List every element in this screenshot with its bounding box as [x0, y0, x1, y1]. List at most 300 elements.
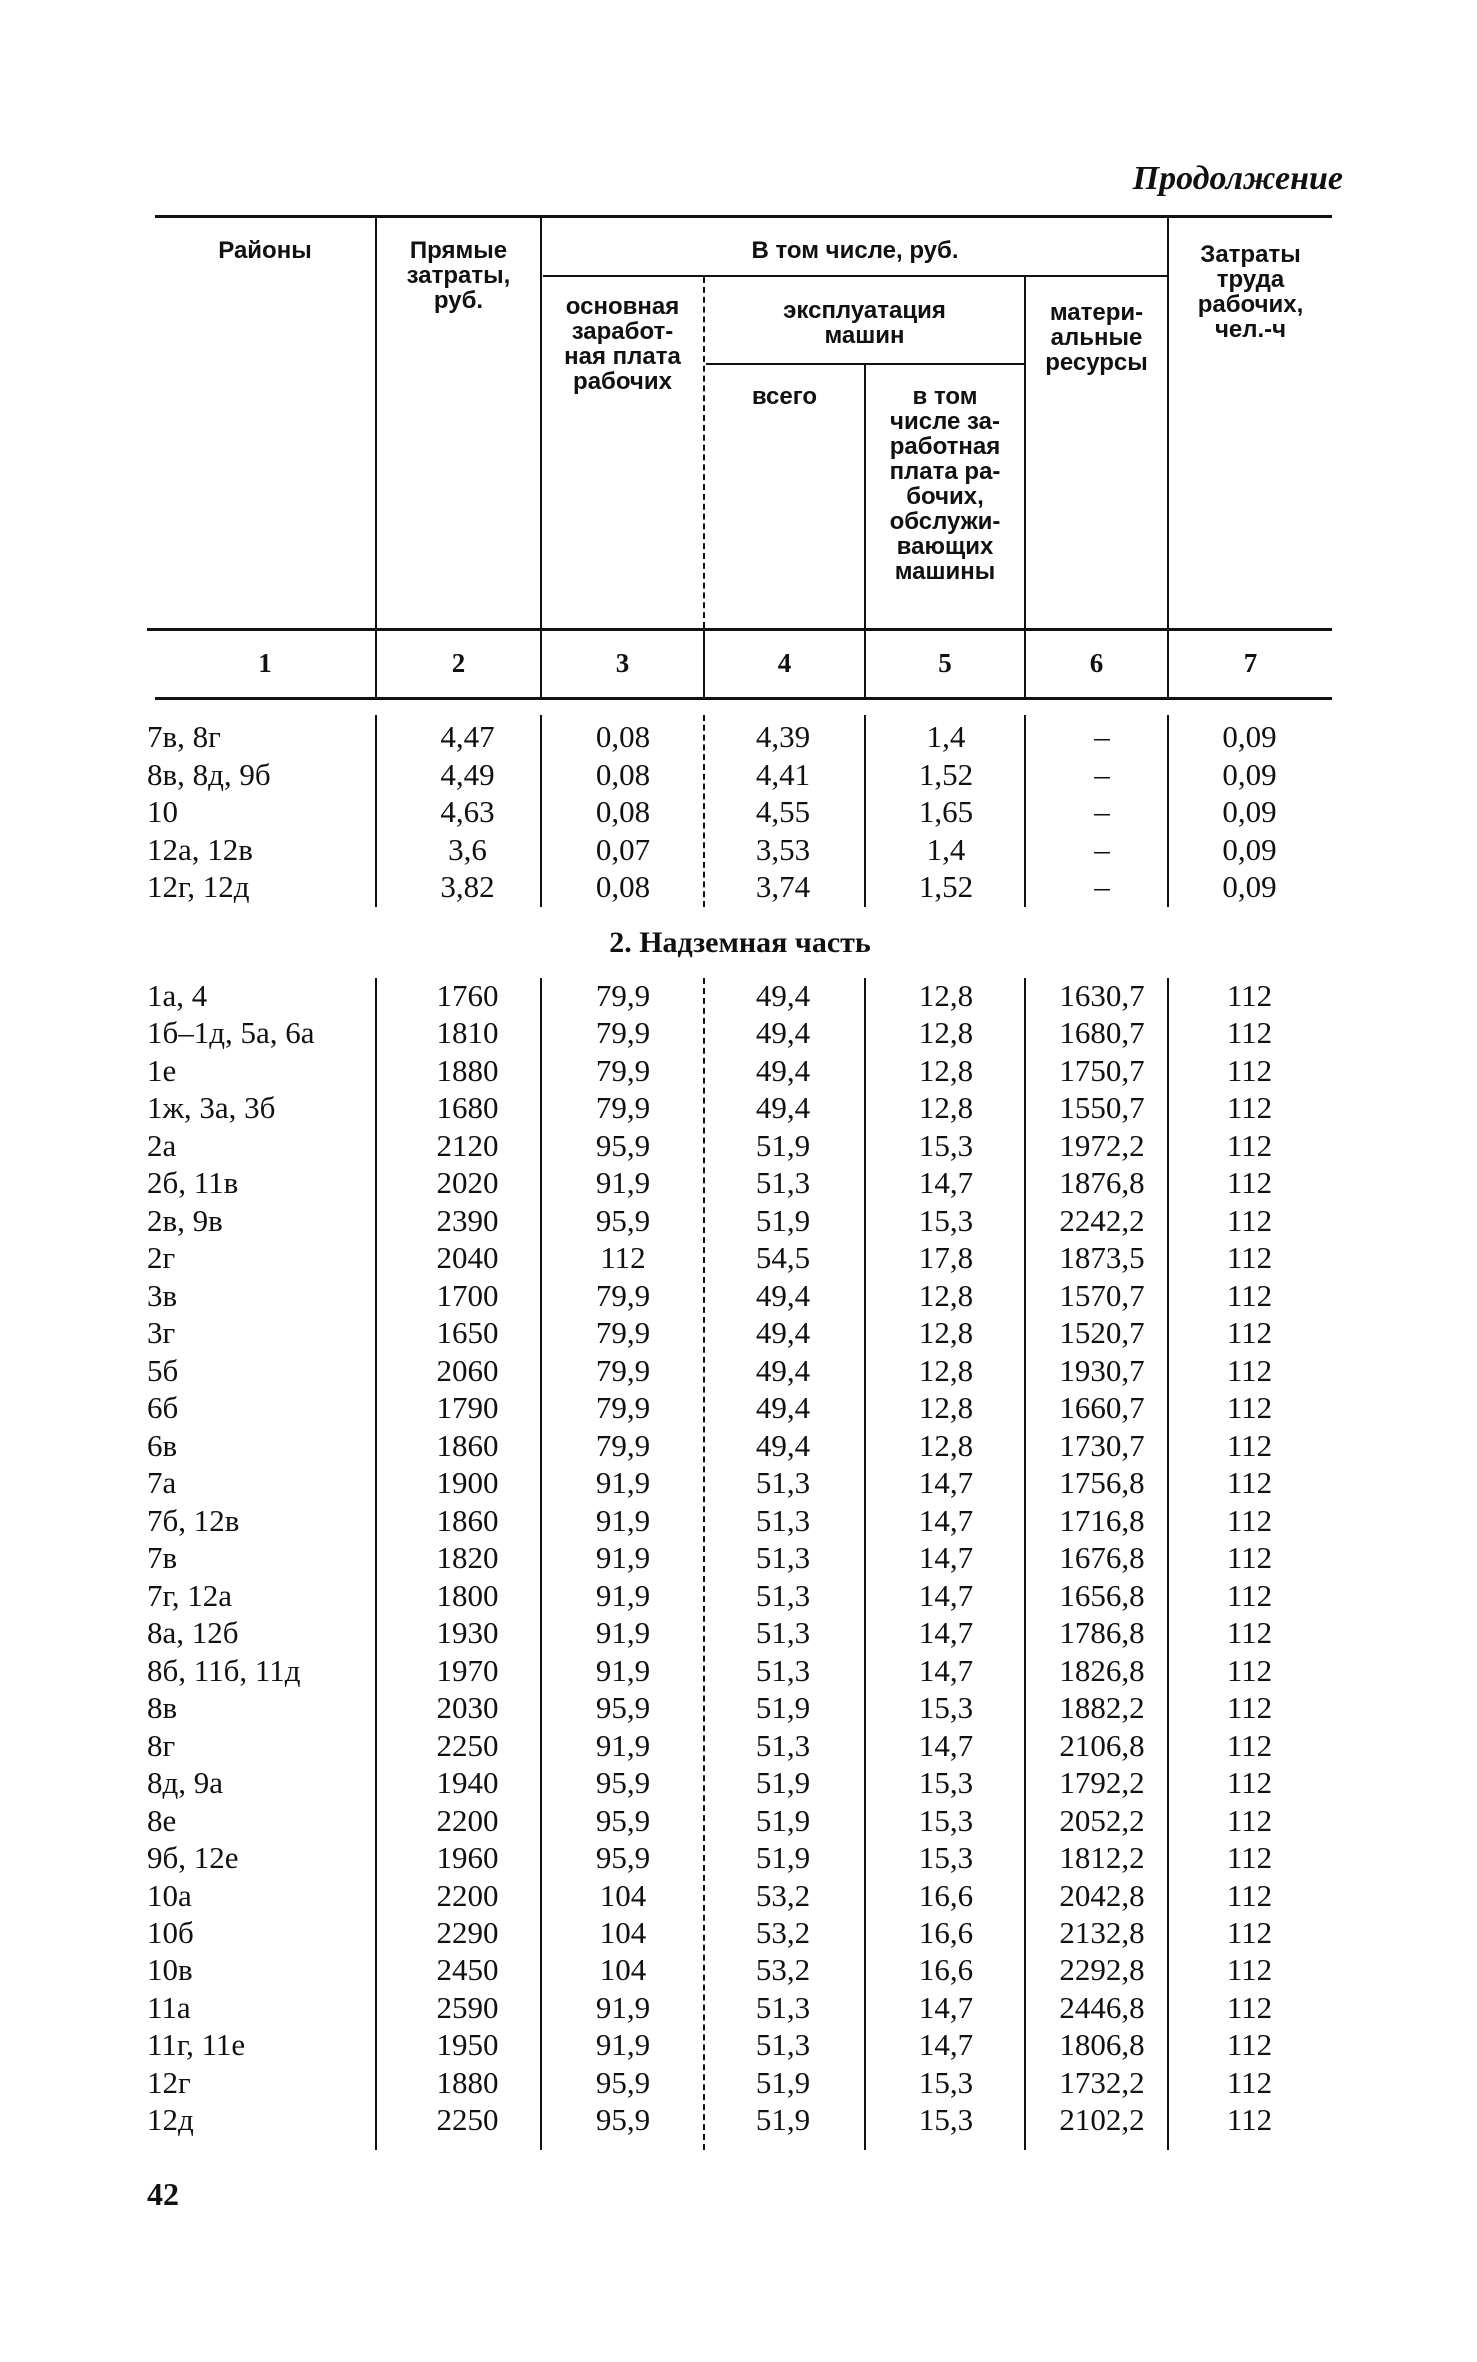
- page-number: 42: [147, 2176, 179, 2212]
- value-cell: 15,3: [918, 2102, 974, 2138]
- table-row: [0, 1764, 1477, 1802]
- value-cell: 112: [600, 1240, 646, 1276]
- value-cell: 1876,8: [1059, 1165, 1145, 1201]
- value-cell: 1810: [436, 1015, 499, 1051]
- value-cell: 112: [1226, 1989, 1273, 2025]
- district-cell: 8е: [147, 1802, 177, 1838]
- table-row: [0, 1839, 1477, 1877]
- value-cell: 14,7: [918, 1577, 974, 1613]
- value-cell: 1,52: [918, 756, 974, 792]
- value-cell: 51,9: [755, 2102, 811, 2138]
- district-cell: 1ж, 3а, 3б: [147, 1090, 276, 1126]
- value-cell: 0,09: [1222, 719, 1277, 754]
- value-cell: 51,9: [755, 1765, 811, 1801]
- value-cell: 49,4: [755, 1052, 811, 1088]
- value-cell: 1790: [436, 1390, 499, 1426]
- district-cell: 8б, 11б, 11д: [147, 1652, 301, 1688]
- value-cell: 1880: [436, 2064, 499, 2100]
- value-cell: 1900: [436, 1465, 499, 1501]
- table-top-rule: [155, 215, 1332, 218]
- header-machine-operation: эксплуатация машин: [783, 297, 946, 349]
- value-cell: 91,9: [595, 1540, 651, 1576]
- value-cell: 112: [1226, 1240, 1273, 1276]
- district-cell: 8в, 8д, 9б: [147, 756, 271, 792]
- value-cell: 51,3: [755, 1502, 811, 1538]
- value-cell: 112: [1226, 1615, 1273, 1651]
- value-cell: 3,53: [755, 831, 811, 867]
- value-cell: 2052,2: [1059, 1802, 1145, 1838]
- value-cell: 1950: [436, 2027, 499, 2063]
- value-cell: 112: [1226, 1052, 1273, 1088]
- value-cell: 1826,8: [1059, 1652, 1145, 1688]
- header-direct-costs: Прямые затраты, руб.: [406, 237, 511, 314]
- value-cell: 112: [1226, 1465, 1273, 1501]
- value-cell: 12,8: [918, 1427, 974, 1463]
- value-cell: 1732,2: [1059, 2064, 1145, 2100]
- value-cell: 95,9: [595, 1690, 651, 1726]
- value-cell: 91,9: [595, 1615, 651, 1651]
- value-cell: 1,4: [926, 831, 966, 867]
- value-cell: 2120: [436, 1127, 499, 1163]
- value-cell: 91,9: [595, 2027, 651, 2063]
- value-cell: 17,8: [918, 1240, 974, 1276]
- table-row: [0, 1652, 1477, 1690]
- value-cell: 91,9: [595, 1652, 651, 1688]
- value-cell: 95,9: [595, 1765, 651, 1801]
- value-cell: 12,8: [918, 978, 974, 1013]
- district-cell: 10в: [147, 1952, 193, 1988]
- value-cell: 49,4: [755, 1427, 811, 1463]
- value-cell: 1680: [436, 1090, 499, 1126]
- header-machine-total: всего: [751, 383, 818, 410]
- table-row: [0, 1577, 1477, 1615]
- value-cell: 2200: [436, 1802, 499, 1838]
- value-cell: 95,9: [595, 2102, 651, 2138]
- value-cell: 51,3: [755, 1540, 811, 1576]
- value-cell: 91,9: [595, 1465, 651, 1501]
- table-row: [0, 1727, 1477, 1765]
- value-cell: 53,2: [755, 1915, 811, 1950]
- table-row: [0, 1314, 1477, 1352]
- value-cell: –: [1094, 794, 1110, 830]
- continuation-label: Продолжение: [1132, 160, 1343, 197]
- value-cell: 51,3: [755, 1989, 811, 2025]
- value-cell: 51,3: [755, 1652, 811, 1688]
- value-cell: 15,3: [918, 1765, 974, 1801]
- value-cell: 1812,2: [1059, 1840, 1145, 1876]
- value-cell: 2030: [436, 1690, 499, 1726]
- value-cell: 51,3: [755, 1615, 811, 1651]
- value-cell: 1630,7: [1059, 978, 1145, 1013]
- value-cell: 2020: [436, 1165, 499, 1201]
- value-cell: 2590: [436, 1989, 499, 2025]
- value-cell: 0,09: [1222, 869, 1277, 905]
- table-row: [0, 1202, 1477, 1240]
- value-cell: 4,41: [755, 756, 811, 792]
- table-row: [0, 2101, 1477, 2139]
- value-cell: 104: [599, 1915, 647, 1950]
- value-cell: 16,6: [918, 1915, 974, 1950]
- value-cell: 112: [1226, 1127, 1273, 1163]
- value-cell: 14,7: [918, 2027, 974, 2063]
- district-cell: 9б, 12е: [147, 1840, 239, 1876]
- district-cell: 7а: [147, 1465, 177, 1501]
- value-cell: 1570,7: [1059, 1277, 1145, 1313]
- value-cell: 15,3: [918, 1690, 974, 1726]
- district-cell: 8а, 12б: [147, 1615, 239, 1651]
- district-cell: 2г: [147, 1240, 176, 1276]
- value-cell: 16,6: [918, 1952, 974, 1988]
- value-cell: 14,7: [918, 1165, 974, 1201]
- value-cell: 91,9: [595, 1165, 651, 1201]
- header-group-title: В том числе, руб.: [751, 237, 959, 264]
- value-cell: 51,3: [755, 1577, 811, 1613]
- district-cell: 3в: [147, 1277, 178, 1313]
- value-cell: 79,9: [595, 1427, 651, 1463]
- table-row: [0, 2026, 1477, 2064]
- value-cell: 112: [1226, 1390, 1273, 1426]
- value-cell: 2200: [436, 1877, 499, 1913]
- table-row: [0, 1089, 1477, 1127]
- value-cell: 1930,7: [1059, 1352, 1145, 1388]
- value-cell: 2106,8: [1059, 1727, 1145, 1763]
- value-cell: 2446,8: [1059, 1989, 1145, 2025]
- value-cell: 2102,2: [1059, 2102, 1145, 2138]
- value-cell: 2450: [436, 1952, 499, 1988]
- value-cell: 4,55: [755, 794, 811, 830]
- value-cell: 51,3: [755, 2027, 811, 2063]
- table-row: [0, 1239, 1477, 1277]
- district-cell: 3г: [147, 1315, 176, 1351]
- value-cell: 1750,7: [1059, 1052, 1145, 1088]
- table-row: [0, 1502, 1477, 1540]
- table-row: [0, 1352, 1477, 1390]
- value-cell: 49,4: [755, 1090, 811, 1126]
- value-cell: 112: [1226, 1502, 1273, 1538]
- value-cell: 51,3: [755, 1727, 811, 1763]
- value-cell: 49,4: [755, 1277, 811, 1313]
- value-cell: 4,49: [440, 756, 495, 792]
- value-cell: 0,09: [1222, 756, 1277, 792]
- table-row: [0, 1802, 1477, 1840]
- table-row: [0, 756, 1477, 794]
- value-cell: 112: [1226, 1952, 1273, 1988]
- district-cell: 6б: [147, 1390, 179, 1426]
- value-cell: 49,4: [755, 1390, 811, 1426]
- value-cell: 1786,8: [1059, 1615, 1145, 1651]
- value-cell: 1660,7: [1059, 1390, 1145, 1426]
- value-cell: 15,3: [918, 2064, 974, 2100]
- value-cell: 1680,7: [1059, 1015, 1145, 1051]
- value-cell: 112: [1226, 1277, 1273, 1313]
- district-cell: 7в: [147, 1540, 178, 1576]
- column-number: 6: [1089, 648, 1104, 678]
- value-cell: 54,5: [755, 1240, 811, 1276]
- value-cell: 16,6: [918, 1877, 974, 1913]
- value-cell: 15,3: [918, 1802, 974, 1838]
- district-cell: 12г: [147, 2064, 191, 2100]
- value-cell: 112: [1226, 1165, 1273, 1201]
- value-cell: 51,3: [755, 1465, 811, 1501]
- value-cell: 79,9: [595, 1277, 651, 1313]
- header-base-wages: основная заработ- ная плата рабочих: [564, 293, 681, 395]
- value-cell: 79,9: [595, 978, 651, 1013]
- table-row: [0, 868, 1477, 906]
- value-cell: 53,2: [755, 1952, 811, 1988]
- value-cell: 14,7: [918, 1989, 974, 2025]
- header-bottom-rule: [147, 628, 1332, 631]
- value-cell: 112: [1226, 1727, 1273, 1763]
- table-row: [0, 1052, 1477, 1090]
- value-cell: 51,3: [755, 1165, 811, 1201]
- value-cell: 0,08: [595, 869, 651, 905]
- district-cell: 7г, 12а: [147, 1577, 232, 1613]
- value-cell: 2060: [436, 1352, 499, 1388]
- group-header-rule: [543, 275, 1167, 277]
- district-cell: 2в, 9в: [147, 1202, 223, 1238]
- value-cell: –: [1094, 756, 1110, 792]
- value-cell: 95,9: [595, 1802, 651, 1838]
- value-cell: 112: [1226, 1202, 1273, 1238]
- value-cell: 112: [1226, 1690, 1273, 1726]
- value-cell: 91,9: [595, 1989, 651, 2025]
- value-cell: 14,7: [918, 1652, 974, 1688]
- table-row: [0, 1614, 1477, 1652]
- district-cell: 5б: [147, 1352, 179, 1388]
- value-cell: 1650: [436, 1315, 499, 1351]
- value-cell: 49,4: [755, 978, 811, 1013]
- table-row: [0, 1389, 1477, 1427]
- district-cell: 1е: [147, 1052, 177, 1088]
- column-number: 1: [258, 648, 272, 678]
- value-cell: 104: [599, 1877, 647, 1913]
- table-row: [0, 831, 1477, 869]
- value-cell: 2040: [436, 1240, 499, 1276]
- table-row: [0, 1127, 1477, 1165]
- district-cell: 10б: [147, 1915, 194, 1950]
- value-cell: 91,9: [595, 1577, 651, 1613]
- table-row: [0, 1164, 1477, 1202]
- value-cell: 2250: [436, 1727, 499, 1763]
- value-cell: 1873,5: [1059, 1240, 1145, 1276]
- value-cell: 91,9: [595, 1502, 651, 1538]
- column-number: 4: [777, 648, 792, 678]
- value-cell: 12,8: [918, 1352, 974, 1388]
- value-cell: 4,47: [440, 719, 495, 754]
- value-cell: 2042,8: [1059, 1877, 1145, 1913]
- value-cell: 1940: [436, 1765, 499, 1801]
- value-cell: 51,9: [755, 1202, 811, 1238]
- district-cell: 2б, 11в: [147, 1165, 239, 1201]
- value-cell: 1972,2: [1059, 1127, 1145, 1163]
- value-cell: 112: [1226, 1540, 1273, 1576]
- header-labor-costs: Затраты труда рабочих, чел.-ч: [1197, 241, 1304, 343]
- district-cell: 8в: [147, 1690, 178, 1726]
- value-cell: 53,2: [755, 1877, 811, 1913]
- value-cell: 2292,8: [1059, 1952, 1145, 1988]
- value-cell: 91,9: [595, 1727, 651, 1763]
- value-cell: 49,4: [755, 1015, 811, 1051]
- column-numbers-rule: [155, 697, 1332, 700]
- value-cell: –: [1094, 869, 1110, 905]
- column-number: 3: [615, 648, 630, 678]
- table-row: [0, 1877, 1477, 1915]
- value-cell: 1860: [436, 1502, 499, 1538]
- value-cell: 79,9: [595, 1015, 651, 1051]
- value-cell: 2132,8: [1059, 1915, 1145, 1950]
- value-cell: 0,07: [595, 831, 651, 867]
- value-cell: 1700: [436, 1277, 499, 1313]
- value-cell: 1656,8: [1059, 1577, 1145, 1613]
- table-row: [0, 793, 1477, 831]
- value-cell: 12,8: [918, 1277, 974, 1313]
- district-cell: 11а: [147, 1989, 191, 2025]
- district-cell: 12г, 12д: [147, 869, 250, 905]
- value-cell: 14,7: [918, 1465, 974, 1501]
- value-cell: 95,9: [595, 1202, 651, 1238]
- value-cell: 1,4: [926, 719, 966, 754]
- value-cell: 79,9: [595, 1390, 651, 1426]
- value-cell: 51,9: [755, 2064, 811, 2100]
- column-number: 7: [1243, 648, 1258, 678]
- value-cell: 12,8: [918, 1090, 974, 1126]
- value-cell: 1550,7: [1059, 1090, 1145, 1126]
- value-cell: 14,7: [918, 1615, 974, 1651]
- value-cell: 12,8: [918, 1052, 974, 1088]
- district-cell: 12а, 12в: [147, 831, 253, 867]
- value-cell: 1716,8: [1059, 1502, 1145, 1538]
- value-cell: 112: [1226, 1315, 1273, 1351]
- district-cell: 1а, 4: [147, 978, 208, 1013]
- column-number: 2: [451, 648, 466, 678]
- header-districts: Районы: [218, 237, 312, 264]
- value-cell: 3,6: [448, 831, 487, 867]
- value-cell: 112: [1226, 2064, 1273, 2100]
- value-cell: 1,65: [918, 794, 974, 830]
- value-cell: 1676,8: [1059, 1540, 1145, 1576]
- value-cell: 0,08: [595, 719, 651, 754]
- value-cell: 1860: [436, 1427, 499, 1463]
- value-cell: 1,52: [918, 869, 974, 905]
- district-cell: 7в, 8г: [147, 719, 221, 754]
- value-cell: 104: [599, 1952, 647, 1988]
- column-number: 5: [938, 648, 952, 678]
- table-row: [0, 977, 1477, 1015]
- value-cell: 112: [1226, 2027, 1273, 2063]
- value-cell: 14,7: [918, 1502, 974, 1538]
- table-row: [0, 1689, 1477, 1727]
- value-cell: 49,4: [755, 1352, 811, 1388]
- value-cell: 0,09: [1222, 831, 1277, 867]
- value-cell: 3,82: [440, 869, 495, 905]
- header-materials: матери- альные ресурсы: [1045, 299, 1148, 376]
- value-cell: 112: [1226, 1090, 1273, 1126]
- value-cell: 51,9: [755, 1690, 811, 1726]
- district-cell: 8г: [147, 1727, 176, 1763]
- value-cell: 14,7: [918, 1727, 974, 1763]
- header-divider-2: [540, 217, 542, 697]
- value-cell: 112: [1226, 1427, 1273, 1463]
- table-row: [0, 718, 1477, 756]
- table-row: [0, 1951, 1477, 1989]
- district-cell: 10: [147, 794, 178, 830]
- value-cell: 2290: [436, 1915, 499, 1950]
- value-cell: 95,9: [595, 2064, 651, 2100]
- value-cell: 0,08: [595, 794, 651, 830]
- value-cell: 3,74: [755, 869, 811, 905]
- value-cell: 95,9: [595, 1840, 651, 1876]
- value-cell: 49,4: [755, 1315, 811, 1351]
- value-cell: 1820: [436, 1540, 499, 1576]
- value-cell: 112: [1226, 1802, 1273, 1838]
- district-cell: 11г, 11е: [147, 2027, 246, 2063]
- district-cell: 6в: [147, 1427, 178, 1463]
- value-cell: 51,9: [755, 1127, 811, 1163]
- section-title-above-ground: 2. Надземная часть: [609, 926, 871, 959]
- value-cell: 112: [1226, 1577, 1273, 1613]
- value-cell: 112: [1226, 1840, 1273, 1876]
- value-cell: 112: [1226, 2102, 1273, 2138]
- value-cell: 51,9: [755, 1840, 811, 1876]
- value-cell: 1520,7: [1059, 1315, 1145, 1351]
- value-cell: 1730,7: [1059, 1427, 1145, 1463]
- value-cell: 1930: [436, 1615, 499, 1651]
- table-row: [0, 1277, 1477, 1315]
- value-cell: 2242,2: [1059, 1202, 1145, 1238]
- value-cell: 112: [1226, 1352, 1273, 1388]
- value-cell: 112: [1226, 1877, 1273, 1913]
- value-cell: –: [1094, 831, 1110, 867]
- value-cell: 112: [1226, 1915, 1273, 1950]
- district-cell: 10а: [147, 1877, 192, 1913]
- value-cell: 112: [1226, 978, 1273, 1013]
- value-cell: 1760: [436, 978, 499, 1013]
- value-cell: 51,9: [755, 1802, 811, 1838]
- value-cell: 1960: [436, 1840, 499, 1876]
- value-cell: 79,9: [595, 1315, 651, 1351]
- value-cell: 1756,8: [1059, 1465, 1145, 1501]
- value-cell: 14,7: [918, 1540, 974, 1576]
- value-cell: 79,9: [595, 1090, 651, 1126]
- district-cell: 7б, 12в: [147, 1502, 240, 1538]
- value-cell: 79,9: [595, 1352, 651, 1388]
- value-cell: 4,39: [755, 719, 811, 754]
- value-cell: 12,8: [918, 1015, 974, 1051]
- district-cell: 2а: [147, 1127, 177, 1163]
- value-cell: 79,9: [595, 1052, 651, 1088]
- table-row: [0, 1464, 1477, 1502]
- value-cell: 12,8: [918, 1315, 974, 1351]
- value-cell: 1806,8: [1059, 2027, 1145, 2063]
- table-row: [0, 2064, 1477, 2102]
- district-cell: 1б–1д, 5а, 6а: [147, 1015, 315, 1051]
- value-cell: 112: [1226, 1015, 1273, 1051]
- table-row: [0, 1014, 1477, 1052]
- value-cell: 15,3: [918, 1840, 974, 1876]
- value-cell: 0,08: [595, 756, 651, 792]
- value-cell: 112: [1226, 1765, 1273, 1801]
- value-cell: 1792,2: [1059, 1765, 1145, 1801]
- value-cell: 12,8: [918, 1390, 974, 1426]
- table-row: [0, 1539, 1477, 1577]
- value-cell: 15,3: [918, 1202, 974, 1238]
- value-cell: 0,09: [1222, 794, 1277, 830]
- value-cell: 1882,2: [1059, 1690, 1145, 1726]
- value-cell: 4,63: [440, 794, 495, 830]
- header-machine-wages: в том числе за- работная плата ра- бочих, обслужи- вающих машины: [889, 383, 1001, 585]
- value-cell: 95,9: [595, 1127, 651, 1163]
- value-cell: –: [1094, 719, 1110, 754]
